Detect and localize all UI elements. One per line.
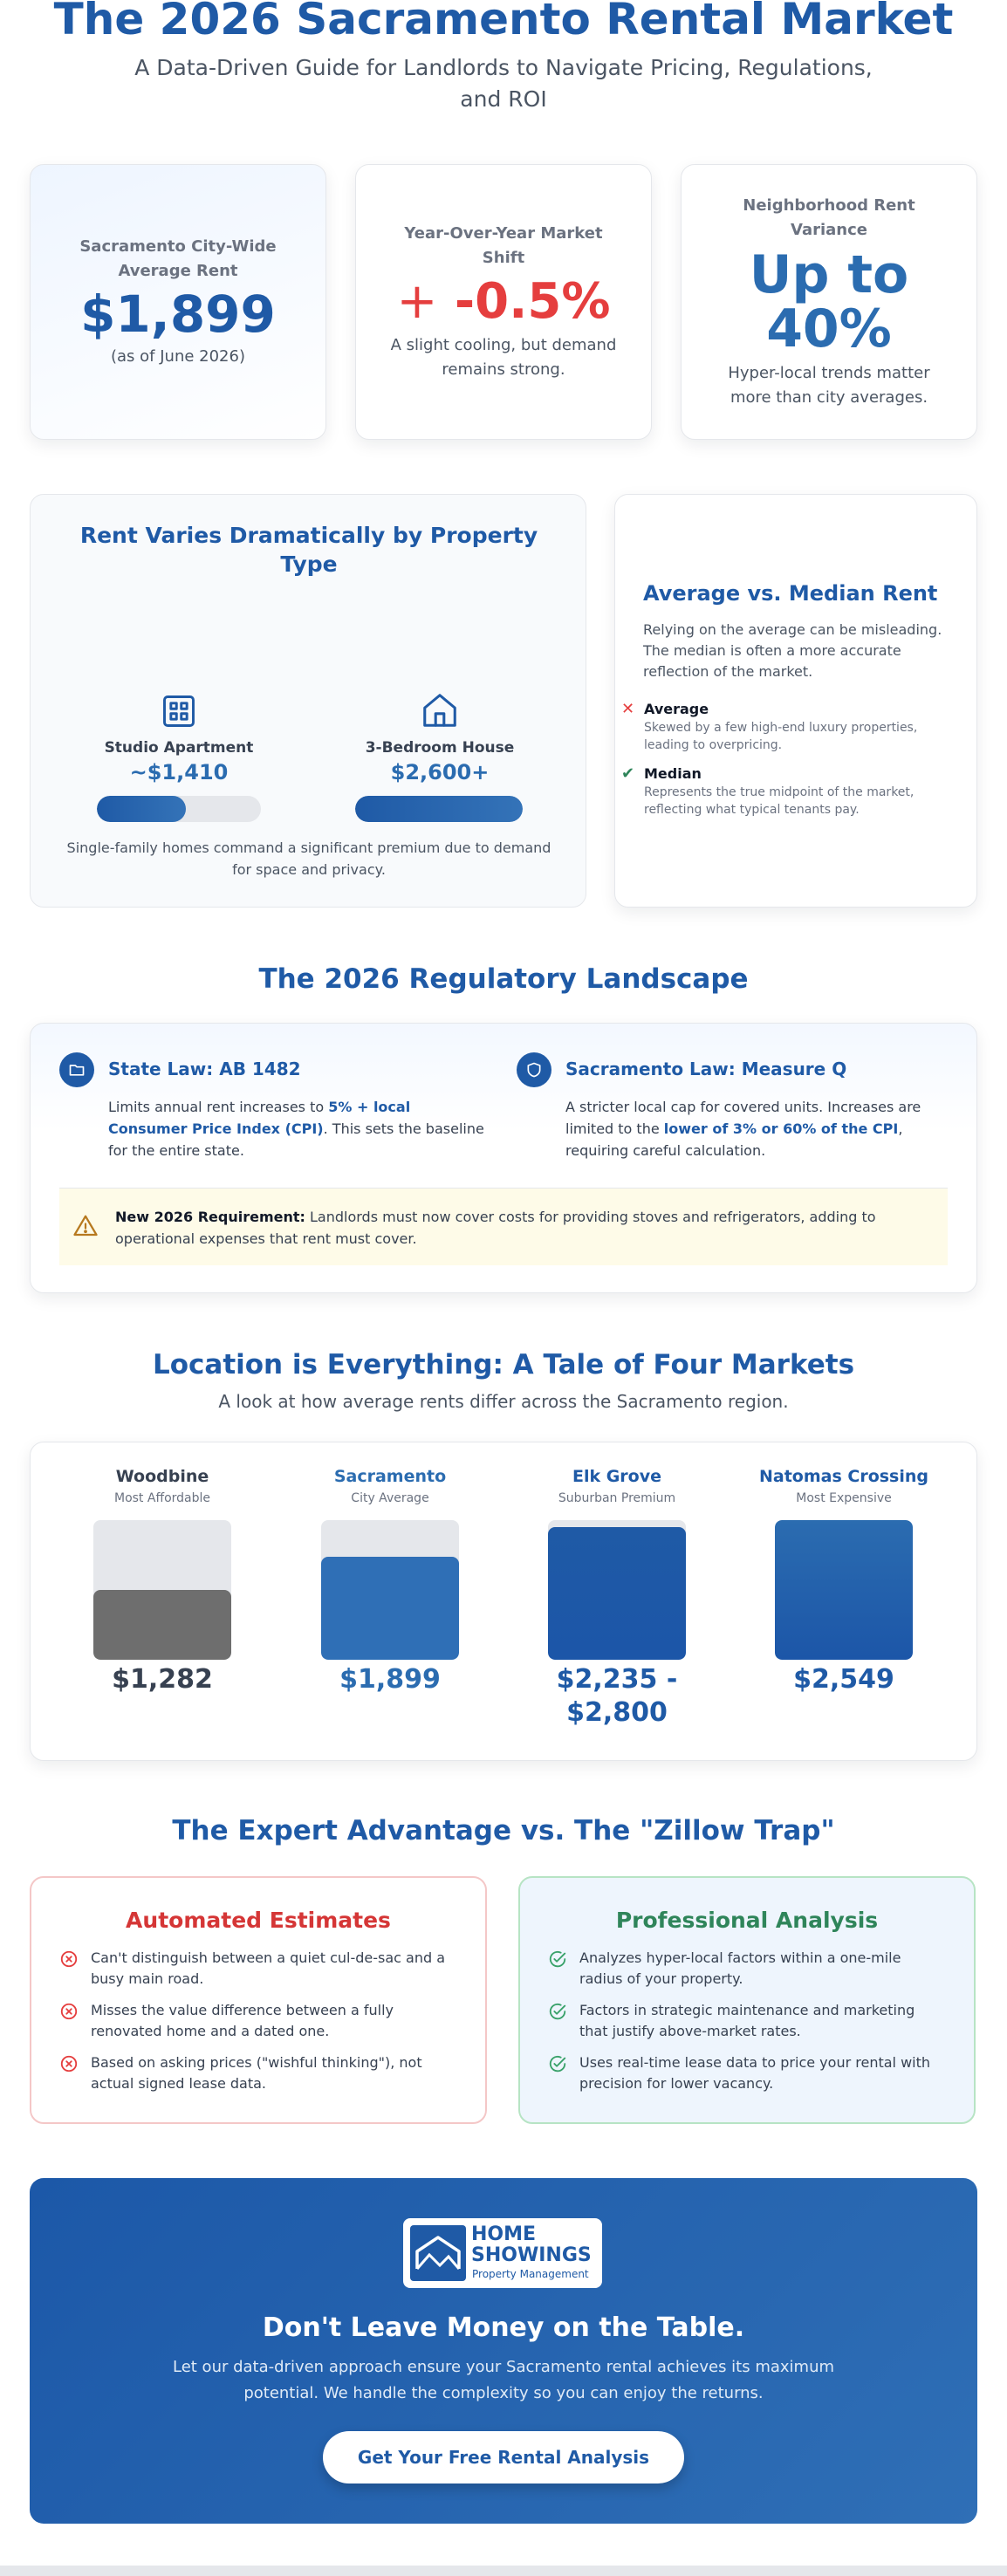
stat-label: Neighborhood Rent Variance bbox=[743, 196, 915, 239]
bullet-title: Median bbox=[644, 765, 702, 782]
stat-value-row bbox=[397, 271, 611, 333]
cta-banner bbox=[30, 2178, 977, 2524]
x-circle-icon bbox=[59, 1949, 79, 1969]
bullet-text: Skewed by a few high-end luxury properties, leading to overpricing. bbox=[644, 721, 918, 752]
market-woodbine bbox=[92, 1464, 232, 1508]
automated-title: Automated Estimates bbox=[126, 1908, 391, 1933]
market-value-natomas-crossing: $2,549 bbox=[793, 1664, 894, 1695]
property-type-note: Single-family homes command a significant premium due to demand for space and privacy. bbox=[66, 839, 551, 878]
market-value-sacramento: $1,899 bbox=[339, 1664, 441, 1695]
automated-item-text: Misses the value difference between a fully renovated home and a dated one. bbox=[91, 2002, 394, 2039]
market-sacramento bbox=[320, 1464, 460, 1508]
automated-item-text: Based on asking prices ("wishful thinking"), not actual signed lease data. bbox=[91, 2054, 422, 2092]
markets-title: Location is Everything: A Tale of Four Markets bbox=[152, 1349, 855, 1380]
professional-item-text: Factors in strategic maintenance and marketing that justify above-market rates. bbox=[579, 2002, 915, 2039]
bullet-title: Average bbox=[644, 701, 709, 717]
bullet-text: Represents the true midpoint of the market, reflecting what typical tenants pay. bbox=[644, 785, 915, 817]
property-type-card bbox=[30, 494, 586, 908]
market-elk-grove bbox=[547, 1464, 687, 1508]
average-median-intro: Relying on the average can be misleading. The median is often a more accurate reflection of the market. bbox=[643, 621, 942, 680]
professional-item bbox=[579, 2052, 946, 2094]
law-text-part: Limits annual rent increases to bbox=[108, 1099, 329, 1115]
folder-icon bbox=[59, 1052, 94, 1087]
check-mark-icon: ✔ bbox=[621, 764, 635, 783]
property-name-studio: Studio Apartment bbox=[104, 739, 254, 757]
bullet-average bbox=[621, 700, 941, 754]
bar-track-studio bbox=[97, 796, 261, 822]
free-rental-analysis-button[interactable]: Get Your Free Rental Analysis bbox=[323, 2431, 684, 2484]
law-text-bold: lower of 3% or 60% of the CPI bbox=[663, 1120, 899, 1137]
automated-item-text: Can't distinguish between a quiet cul-de-sac and a busy main road. bbox=[91, 1949, 446, 1987]
property-price-studio: ~$1,410 bbox=[129, 760, 229, 784]
market-bar-natomas-crossing bbox=[775, 1520, 913, 1660]
company-logo bbox=[403, 2218, 602, 2288]
stat-value: $1,899 bbox=[80, 284, 276, 344]
market-name: Woodbine bbox=[115, 1467, 209, 1486]
page-subtitle: A Data-Driven Guide for Landlords to Navigate Pricing, Regulations, and ROI bbox=[134, 55, 873, 112]
grid-building-icon bbox=[160, 692, 198, 730]
property-price-house: $2,600+ bbox=[390, 760, 490, 784]
check-circle-icon bbox=[548, 2054, 567, 2073]
market-value-woodbine: $1,282 bbox=[112, 1664, 213, 1695]
page-title: The 2026 Sacramento Rental Market bbox=[53, 0, 954, 45]
automated-item bbox=[91, 2000, 457, 2042]
stat-card-yoy-shift bbox=[355, 164, 652, 440]
notice-bold: New 2026 Requirement: bbox=[115, 1209, 305, 1225]
stat-value: Up to 40% bbox=[749, 244, 909, 360]
local-law-text bbox=[565, 1096, 949, 1161]
stat-label: Year-Over-Year Market Shift bbox=[404, 224, 603, 267]
market-fill-natomas-crossing bbox=[775, 1520, 913, 1660]
market-value-elk-grove bbox=[512, 1663, 722, 1730]
automated-item bbox=[91, 1948, 457, 1990]
x-circle-icon bbox=[59, 2054, 79, 2073]
bar-track-house bbox=[355, 796, 523, 822]
professional-title: Professional Analysis bbox=[615, 1908, 879, 1933]
requirement-notice bbox=[59, 1189, 948, 1265]
property-type-title: Rent Varies Dramatically by Property Type bbox=[79, 523, 538, 577]
property-name-house: 3-Bedroom House bbox=[365, 739, 515, 757]
law-text-part: . This sets the baseline for the entire state. bbox=[108, 1120, 484, 1159]
regulatory-title: The 2026 Regulatory Landscape bbox=[258, 963, 749, 995]
professional-analysis-card bbox=[518, 1876, 976, 2124]
warning-icon bbox=[72, 1213, 99, 1239]
market-fill-sacramento bbox=[321, 1557, 459, 1660]
bar-fill-studio bbox=[97, 796, 186, 822]
stat-card-neighborhood-variance bbox=[681, 164, 977, 440]
market-sub: Most Affordable bbox=[113, 1491, 211, 1505]
law-text-bold: 5% + local Consumer Price Index (CPI) bbox=[108, 1099, 411, 1137]
x-mark-icon: ✕ bbox=[621, 700, 635, 718]
cta-text: Let our data-driven approach ensure your Sacramento rental achieves its maximum potential. We handle the complexity so you can enjoy the returns. bbox=[172, 2358, 835, 2402]
market-bar-sacramento bbox=[321, 1520, 459, 1660]
market-natomas-crossing bbox=[757, 1464, 931, 1508]
x-circle-icon bbox=[59, 2002, 79, 2021]
house-logo-icon bbox=[410, 2225, 466, 2281]
market-sub: Suburban Premium bbox=[558, 1491, 676, 1505]
check-circle-icon bbox=[548, 1949, 567, 1969]
stat-note: A slight cooling, but demand remains strong. bbox=[390, 336, 617, 379]
local-law-title: Sacramento Law: Measure Q bbox=[565, 1058, 847, 1079]
bottom-edge bbox=[0, 2566, 1007, 2576]
bar-fill-house bbox=[355, 796, 523, 822]
state-law-title: State Law: AB 1482 bbox=[108, 1058, 301, 1079]
professional-item bbox=[579, 1948, 946, 1990]
stat-prefix: + bbox=[396, 273, 438, 330]
market-name: Natomas Crossing bbox=[758, 1467, 929, 1486]
market-bar-elk-grove bbox=[548, 1520, 686, 1660]
professional-item bbox=[579, 2000, 946, 2042]
market-name: Sacramento bbox=[333, 1467, 447, 1486]
logo-line3: Property Management bbox=[472, 2268, 589, 2280]
comparison-title: The Expert Advantage vs. The "Zillow Trap" bbox=[172, 1815, 835, 1846]
notice-body: Landlords must now cover costs for providing stoves and refrigerators, adding to operational expenses that rent must cover. bbox=[115, 1209, 876, 1247]
market-fill-elk-grove bbox=[548, 1527, 686, 1660]
logo-line1: HOME bbox=[471, 2223, 537, 2245]
market-name: Elk Grove bbox=[572, 1467, 662, 1486]
market-sub: Most Expensive bbox=[796, 1491, 892, 1505]
automated-estimates-card bbox=[30, 1876, 487, 2124]
market-value-line: $2,800 bbox=[566, 1697, 668, 1728]
stat-card-average-rent bbox=[30, 164, 326, 440]
law-text-part: , requiring careful calculation. bbox=[565, 1120, 903, 1159]
markets-subtitle: A look at how average rents differ across the Sacramento region. bbox=[218, 1391, 789, 1412]
stat-label: Sacramento City-Wide Average Rent bbox=[79, 237, 277, 280]
stat-value: -0.5% bbox=[454, 273, 611, 330]
stat-note: Hyper-local trends matter more than city averages. bbox=[728, 364, 930, 407]
house-icon bbox=[420, 690, 460, 730]
market-bar-woodbine bbox=[93, 1520, 231, 1660]
professional-item-text: Analyzes hyper-local factors within a one-mile radius of your property. bbox=[579, 1949, 901, 1987]
logo-line2: SHOWINGS bbox=[471, 2244, 592, 2266]
state-law-text bbox=[108, 1096, 492, 1161]
market-value-line: $2,235 - bbox=[556, 1664, 678, 1695]
cta-title: Don't Leave Money on the Table. bbox=[262, 2312, 745, 2343]
average-median-title: Average vs. Median Rent bbox=[643, 581, 938, 606]
automated-item bbox=[91, 2052, 457, 2094]
check-circle-icon bbox=[548, 2002, 567, 2021]
shield-icon bbox=[517, 1052, 551, 1087]
stat-note: (as of June 2026) bbox=[111, 347, 245, 366]
professional-item-text: Uses real-time lease data to price your rental with precision for lower vacancy. bbox=[579, 2054, 931, 2092]
market-sub: City Average bbox=[351, 1491, 429, 1505]
law-text-part: A stricter local cap for covered units. Increases are limited to the bbox=[565, 1099, 921, 1137]
market-fill-woodbine bbox=[93, 1590, 231, 1660]
bullet-median bbox=[621, 764, 941, 819]
notice-text bbox=[115, 1206, 918, 1250]
